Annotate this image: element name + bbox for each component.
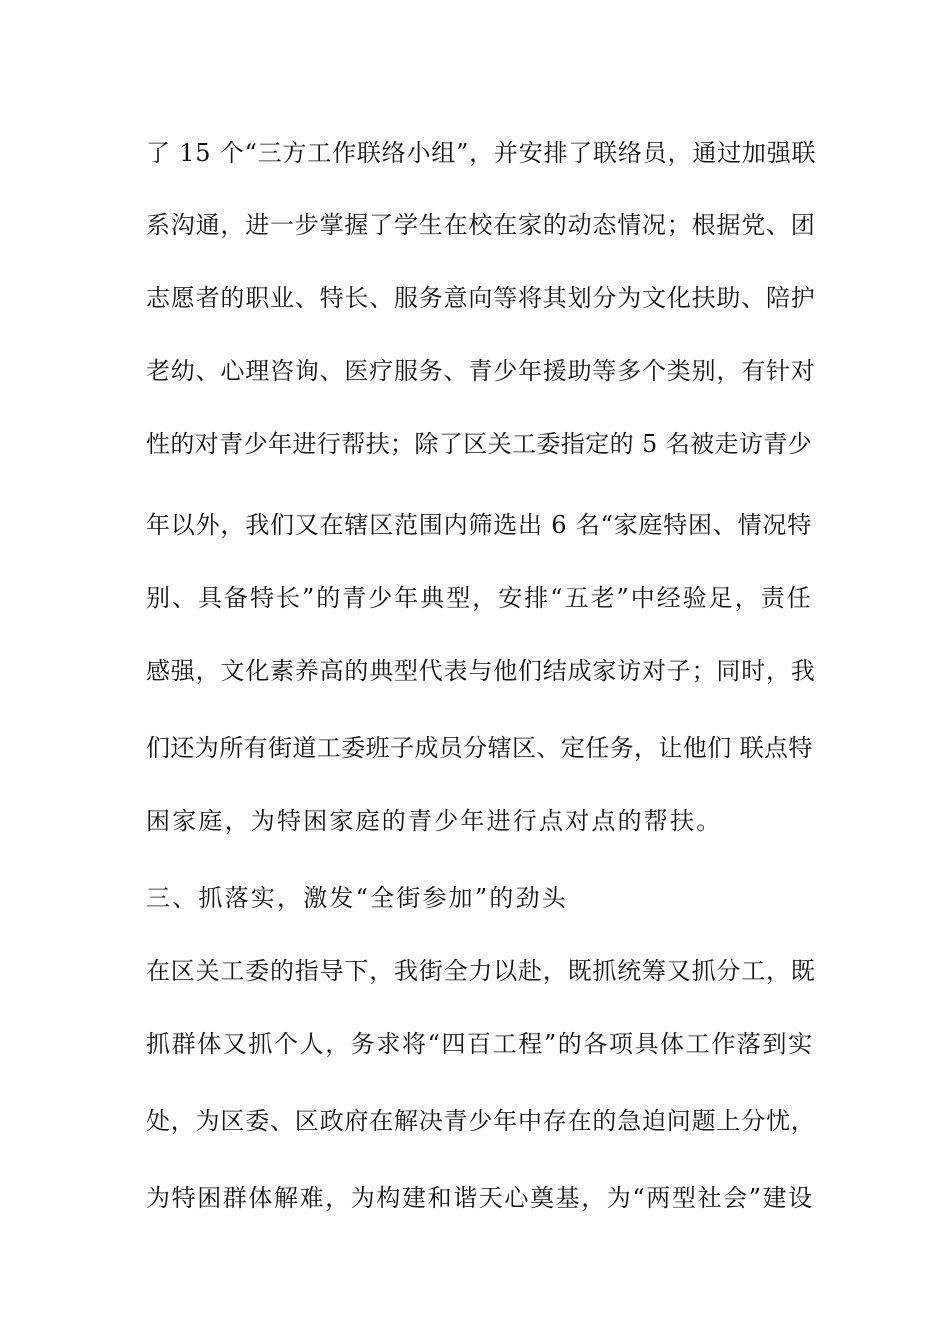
text-line: 们还为所有街道工委班子成员分辖区、定任务，让他们 联点特 — [146, 734, 813, 762]
text-line: 在区关工委的指导下，我街全力以赴，既抓统筹又抓分工，既 — [146, 957, 816, 985]
text-line: 志愿者的职业、特长、服务意向等将其划分为文化扶助、陪护 — [146, 284, 816, 312]
text-line: 性的对青少年进行帮扶；除了区关工委指定的 5 名被走访青少 — [146, 430, 813, 458]
text-line: 为特困群体解难，为构建和谐天心奠基，为“两型社会”建设 — [146, 1184, 814, 1212]
text-line: 系沟通，进一步掌握了学生在校在家的动态情况；根据党、团 — [146, 211, 816, 239]
text-line: 老幼、心理咨询、医疗服务、青少年援助等多个类别，有针对 — [146, 357, 816, 385]
text-line: 年以外，我们又在辖区范围内筛选出 6 名“家庭特困、情况特 — [146, 511, 812, 539]
text-line: 感强，文化素养高的典型代表与他们结成家访对子；同时，我 — [146, 657, 816, 685]
text-line: 困家庭，为特困家庭的青少年进行点对点的帮扶。 — [146, 807, 723, 835]
text-line: 处，为区委、区政府在解决青少年中存在的急迫问题上分忧， — [146, 1107, 816, 1135]
section-heading: 三、抓落实，激发“全街参加”的劲头 — [146, 884, 568, 912]
text-line: 别、具备特长”的青少年典型，安排“五老”中经验足，责任 — [146, 584, 813, 612]
text-line: 了 15 个“三方工作联络小组”，并安排了联络员，通过加强联 — [146, 139, 817, 167]
text-line: 抓群体又抓个人，务求将“四百工程”的各项具体工作落到实 — [146, 1030, 814, 1058]
